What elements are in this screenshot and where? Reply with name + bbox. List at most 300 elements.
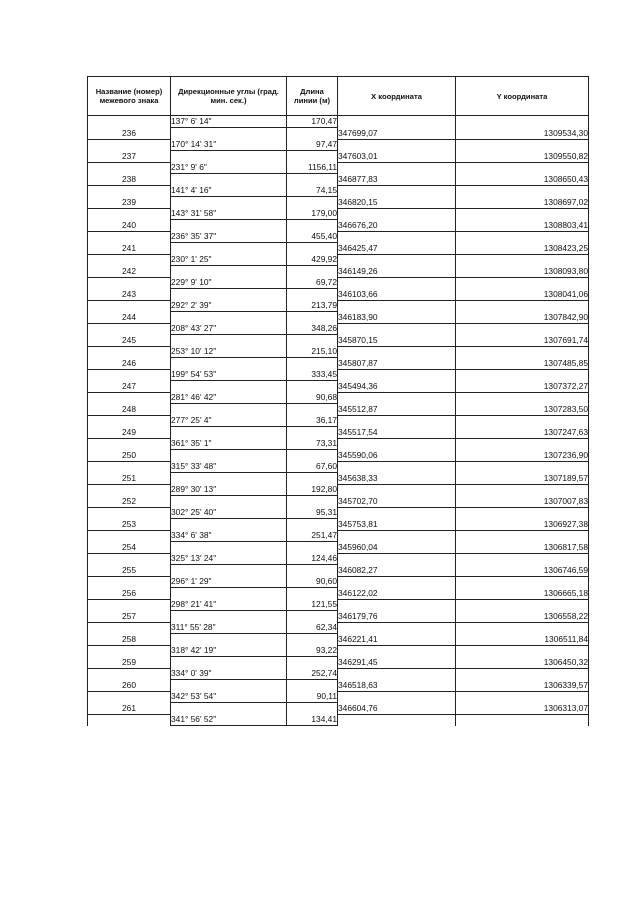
y-coordinate-cell: 1307236,90 <box>456 450 589 462</box>
y-cell <box>456 208 589 220</box>
y-coordinate-cell: 1307247,63 <box>456 427 589 439</box>
length-cell <box>287 657 338 669</box>
table-row <box>88 507 589 519</box>
name-cell <box>88 576 171 588</box>
x-coordinate-cell: 346221,41 <box>338 634 456 646</box>
y-coordinate-cell: 1308697,02 <box>456 197 589 209</box>
x-coordinate-cell: 345870,15 <box>338 335 456 347</box>
angle-cell <box>171 680 287 692</box>
length-cell <box>287 496 338 508</box>
name-cell <box>88 323 171 335</box>
y-coordinate-cell: 1309534,30 <box>456 128 589 140</box>
length-cell <box>287 473 338 485</box>
y-cell <box>456 139 589 151</box>
y-coordinate-cell: 1307372,27 <box>456 381 589 393</box>
x-coordinate-cell: 345807,87 <box>338 358 456 370</box>
angle-cell: 334° 6' 38" <box>171 530 287 542</box>
x-cell <box>338 162 456 174</box>
angle-cell <box>171 404 287 416</box>
y-coordinate-cell: 1307007,83 <box>456 496 589 508</box>
length-cell: 90,68 <box>287 392 338 404</box>
angle-cell <box>171 588 287 600</box>
name-cell <box>88 668 171 680</box>
angle-cell <box>171 565 287 577</box>
x-coordinate-cell: 345753,81 <box>338 519 456 531</box>
length-cell: 192,80 <box>287 484 338 496</box>
marker-name-cell: 261 <box>88 703 171 715</box>
table-row <box>88 450 589 462</box>
table-row <box>88 714 589 726</box>
y-cell <box>456 622 589 634</box>
length-cell: 73,31 <box>287 438 338 450</box>
table-row <box>88 461 589 473</box>
angle-cell: 292° 2' 39" <box>171 300 287 312</box>
x-cell <box>338 714 456 726</box>
x-coordinate-cell: 345702,70 <box>338 496 456 508</box>
y-cell <box>456 576 589 588</box>
length-cell <box>287 703 338 715</box>
x-coordinate-cell: 346604,76 <box>338 703 456 715</box>
y-coordinate-cell: 1307283,50 <box>456 404 589 416</box>
angle-cell <box>171 151 287 163</box>
length-cell <box>287 450 338 462</box>
length-cell: 215,10 <box>287 346 338 358</box>
y-cell <box>456 185 589 197</box>
y-coordinate-cell: 1306313,07 <box>456 703 589 715</box>
x-cell <box>338 553 456 565</box>
y-coordinate-cell: 1306746,59 <box>456 565 589 577</box>
length-cell <box>287 312 338 324</box>
length-cell: 333,45 <box>287 369 338 381</box>
name-cell <box>88 507 171 519</box>
marker-name-cell: 254 <box>88 542 171 554</box>
table-row <box>88 346 589 358</box>
name-cell <box>88 162 171 174</box>
marker-name-cell: 259 <box>88 657 171 669</box>
table-row <box>88 369 589 381</box>
length-cell: 90,11 <box>287 691 338 703</box>
table-row <box>88 335 589 347</box>
name-cell <box>88 277 171 289</box>
y-cell <box>456 162 589 174</box>
angle-cell <box>171 542 287 554</box>
y-cell <box>456 507 589 519</box>
y-cell <box>456 277 589 289</box>
angle-cell <box>171 174 287 186</box>
angle-cell: 170° 14' 31" <box>171 139 287 151</box>
x-cell <box>338 392 456 404</box>
header-direction-angle: Дирекционные углы (град. мин. сек.) <box>171 77 287 116</box>
angle-cell: 281° 46' 42" <box>171 392 287 404</box>
table-row <box>88 197 589 209</box>
table-row <box>88 473 589 485</box>
length-cell <box>287 358 338 370</box>
name-cell <box>88 530 171 542</box>
table-header-row <box>88 77 589 116</box>
x-cell <box>338 645 456 657</box>
x-cell <box>338 484 456 496</box>
marker-name-cell: 238 <box>88 174 171 186</box>
angle-cell: 236° 35' 37" <box>171 231 287 243</box>
name-cell <box>88 484 171 496</box>
angle-cell: 143° 31' 58" <box>171 208 287 220</box>
marker-name-cell: 257 <box>88 611 171 623</box>
name-cell <box>88 415 171 427</box>
y-coordinate-cell: 1308093,80 <box>456 266 589 278</box>
name-cell <box>88 622 171 634</box>
x-cell <box>338 185 456 197</box>
y-coordinate-cell: 1306558,22 <box>456 611 589 623</box>
table-row <box>88 404 589 416</box>
angle-cell <box>171 703 287 715</box>
table-row <box>88 645 589 657</box>
length-cell <box>287 565 338 577</box>
table-row <box>88 392 589 404</box>
table-row <box>88 680 589 692</box>
table-row <box>88 208 589 220</box>
marker-name-cell: 256 <box>88 588 171 600</box>
table-row <box>88 151 589 163</box>
length-cell: 251,47 <box>287 530 338 542</box>
angle-cell: 342° 53' 54" <box>171 691 287 703</box>
y-coordinate-cell: 1306817,58 <box>456 542 589 554</box>
length-cell: 69,72 <box>287 277 338 289</box>
length-cell: 124,46 <box>287 553 338 565</box>
table-row <box>88 300 589 312</box>
x-coordinate-cell: 345494,36 <box>338 381 456 393</box>
angle-cell: 315° 33' 48" <box>171 461 287 473</box>
x-cell <box>338 507 456 519</box>
y-coordinate-cell: 1308041,06 <box>456 289 589 301</box>
marker-name-cell: 248 <box>88 404 171 416</box>
x-coordinate-cell: 346082,27 <box>338 565 456 577</box>
name-cell <box>88 254 171 266</box>
header-line-length: Длина линии (м) <box>287 77 338 116</box>
length-cell <box>287 197 338 209</box>
angle-cell: 137° 6' 14" <box>171 116 287 128</box>
table-row <box>88 484 589 496</box>
x-coordinate-cell: 346291,45 <box>338 657 456 669</box>
marker-name-cell: 242 <box>88 266 171 278</box>
angle-cell <box>171 381 287 393</box>
name-cell <box>88 714 171 726</box>
length-cell <box>287 243 338 255</box>
x-cell <box>338 622 456 634</box>
header-x-coordinate: X координата <box>338 77 456 116</box>
length-cell <box>287 266 338 278</box>
header-y-coordinate: Y координата <box>456 77 589 116</box>
length-cell <box>287 404 338 416</box>
marker-name-cell: 245 <box>88 335 171 347</box>
length-cell <box>287 542 338 554</box>
name-cell <box>88 691 171 703</box>
y-cell <box>456 645 589 657</box>
table-row <box>88 277 589 289</box>
table-row <box>88 266 589 278</box>
x-cell <box>338 599 456 611</box>
table-row <box>88 381 589 393</box>
angle-cell <box>171 243 287 255</box>
x-cell <box>338 438 456 450</box>
y-cell <box>456 668 589 680</box>
angle-cell: 298° 21' 41" <box>171 599 287 611</box>
marker-name-cell: 236 <box>88 128 171 140</box>
angle-cell <box>171 427 287 439</box>
angle-cell: 341° 56' 52" <box>171 714 287 726</box>
x-coordinate-cell: 345638,33 <box>338 473 456 485</box>
name-cell <box>88 438 171 450</box>
angle-cell <box>171 289 287 301</box>
y-coordinate-cell: 1308650,43 <box>456 174 589 186</box>
length-cell: 95,31 <box>287 507 338 519</box>
x-cell <box>338 576 456 588</box>
table-row <box>88 231 589 243</box>
y-cell <box>456 415 589 427</box>
angle-cell: 289° 30' 13" <box>171 484 287 496</box>
table-row <box>88 128 589 140</box>
y-cell <box>456 714 589 726</box>
table-row <box>88 358 589 370</box>
length-cell <box>287 220 338 232</box>
table-row <box>88 691 589 703</box>
angle-cell: 230° 1' 25" <box>171 254 287 266</box>
y-cell <box>456 254 589 266</box>
table-row <box>88 599 589 611</box>
marker-name-cell: 255 <box>88 565 171 577</box>
y-cell <box>456 231 589 243</box>
name-cell <box>88 300 171 312</box>
marker-name-cell: 237 <box>88 151 171 163</box>
marker-name-cell: 260 <box>88 680 171 692</box>
table-row <box>88 668 589 680</box>
angle-cell <box>171 473 287 485</box>
y-coordinate-cell: 1308423,25 <box>456 243 589 255</box>
marker-name-cell: 239 <box>88 197 171 209</box>
angle-cell: 208° 43' 27" <box>171 323 287 335</box>
length-cell <box>287 634 338 646</box>
angle-cell: 302° 25' 40" <box>171 507 287 519</box>
angle-cell: 296° 1' 29" <box>171 576 287 588</box>
table-row <box>88 530 589 542</box>
table-row <box>88 427 589 439</box>
y-cell <box>456 691 589 703</box>
name-cell <box>88 231 171 243</box>
y-coordinate-cell: 1307485,85 <box>456 358 589 370</box>
table-row <box>88 496 589 508</box>
x-cell <box>338 530 456 542</box>
table-row <box>88 611 589 623</box>
length-cell: 1156,11 <box>287 162 338 174</box>
table-row <box>88 116 589 128</box>
angle-cell <box>171 128 287 140</box>
angle-cell: 277° 25' 4" <box>171 415 287 427</box>
length-cell: 348,26 <box>287 323 338 335</box>
x-coordinate-cell: 347699,07 <box>338 128 456 140</box>
y-coordinate-cell: 1307842,90 <box>456 312 589 324</box>
x-coordinate-cell: 346518,63 <box>338 680 456 692</box>
header-marker-name: Название (номер) межевого знака <box>88 77 171 116</box>
y-coordinate-cell: 1306665,18 <box>456 588 589 600</box>
length-cell <box>287 588 338 600</box>
marker-name-cell: 249 <box>88 427 171 439</box>
length-cell <box>287 174 338 186</box>
table-row <box>88 220 589 232</box>
angle-cell <box>171 220 287 232</box>
angle-cell <box>171 657 287 669</box>
length-cell: 455,40 <box>287 231 338 243</box>
y-cell <box>456 369 589 381</box>
marker-name-cell: 251 <box>88 473 171 485</box>
x-coordinate-cell: 346676,20 <box>338 220 456 232</box>
angle-cell: 229° 9' 10" <box>171 277 287 289</box>
y-cell <box>456 300 589 312</box>
length-cell: 74,15 <box>287 185 338 197</box>
x-coordinate-cell: 346425,47 <box>338 243 456 255</box>
length-cell: 93,22 <box>287 645 338 657</box>
x-cell <box>338 691 456 703</box>
x-cell <box>338 116 456 128</box>
y-cell <box>456 530 589 542</box>
table-row <box>88 703 589 715</box>
table-body <box>88 116 589 726</box>
name-cell <box>88 185 171 197</box>
marker-name-cell: 258 <box>88 634 171 646</box>
x-coordinate-cell: 345512,87 <box>338 404 456 416</box>
y-coordinate-cell: 1306450,32 <box>456 657 589 669</box>
table-row <box>88 323 589 335</box>
y-cell <box>456 599 589 611</box>
length-cell <box>287 128 338 140</box>
x-coordinate-cell: 346122,02 <box>338 588 456 600</box>
length-cell: 134,41 <box>287 714 338 726</box>
table-row <box>88 415 589 427</box>
boundary-coordinates-table <box>87 76 589 726</box>
marker-name-cell: 241 <box>88 243 171 255</box>
angle-cell: 318° 42' 19" <box>171 645 287 657</box>
angle-cell: 253° 10' 12" <box>171 346 287 358</box>
x-coordinate-cell: 346183,90 <box>338 312 456 324</box>
x-coordinate-cell: 346820,15 <box>338 197 456 209</box>
table-row <box>88 622 589 634</box>
x-coordinate-cell: 345517,54 <box>338 427 456 439</box>
angle-cell <box>171 450 287 462</box>
table-row <box>88 542 589 554</box>
length-cell: 62,34 <box>287 622 338 634</box>
length-cell: 97,47 <box>287 139 338 151</box>
y-cell <box>456 461 589 473</box>
x-coordinate-cell: 346179,76 <box>338 611 456 623</box>
y-coordinate-cell: 1307691,74 <box>456 335 589 347</box>
x-cell <box>338 231 456 243</box>
angle-cell <box>171 496 287 508</box>
angle-cell <box>171 197 287 209</box>
length-cell: 213,79 <box>287 300 338 312</box>
x-cell <box>338 346 456 358</box>
angle-cell: 311° 55' 28" <box>171 622 287 634</box>
x-cell <box>338 254 456 266</box>
name-cell <box>88 392 171 404</box>
length-cell: 36,17 <box>287 415 338 427</box>
y-coordinate-cell: 1307189,57 <box>456 473 589 485</box>
x-cell <box>338 208 456 220</box>
x-coordinate-cell: 346103,66 <box>338 289 456 301</box>
length-cell <box>287 519 338 531</box>
length-cell: 121,55 <box>287 599 338 611</box>
name-cell <box>88 645 171 657</box>
marker-name-cell: 240 <box>88 220 171 232</box>
marker-name-cell: 244 <box>88 312 171 324</box>
y-coordinate-cell: 1306927,38 <box>456 519 589 531</box>
table-row <box>88 634 589 646</box>
marker-name-cell: 253 <box>88 519 171 531</box>
x-coordinate-cell: 345960,04 <box>338 542 456 554</box>
name-cell <box>88 599 171 611</box>
y-cell <box>456 392 589 404</box>
length-cell <box>287 335 338 347</box>
name-cell <box>88 208 171 220</box>
marker-name-cell: 243 <box>88 289 171 301</box>
y-cell <box>456 484 589 496</box>
x-coordinate-cell: 347603,01 <box>338 151 456 163</box>
y-coordinate-cell: 1306339,57 <box>456 680 589 692</box>
length-cell <box>287 611 338 623</box>
length-cell: 170,47 <box>287 116 338 128</box>
table-row <box>88 254 589 266</box>
y-cell <box>456 346 589 358</box>
angle-cell <box>171 358 287 370</box>
length-cell: 252,74 <box>287 668 338 680</box>
y-coordinate-cell: 1309550,82 <box>456 151 589 163</box>
length-cell: 179,00 <box>287 208 338 220</box>
length-cell: 90,60 <box>287 576 338 588</box>
table-row <box>88 289 589 301</box>
table-row <box>88 576 589 588</box>
table-row <box>88 243 589 255</box>
x-cell <box>338 300 456 312</box>
name-cell <box>88 139 171 151</box>
table-row <box>88 438 589 450</box>
angle-cell: 231° 9' 6" <box>171 162 287 174</box>
x-coordinate-cell: 346149,26 <box>338 266 456 278</box>
table-row <box>88 185 589 197</box>
table-row <box>88 519 589 531</box>
marker-name-cell: 247 <box>88 381 171 393</box>
table-row <box>88 174 589 186</box>
angle-cell: 334° 0' 39" <box>171 668 287 680</box>
length-cell <box>287 680 338 692</box>
y-coordinate-cell: 1308803,41 <box>456 220 589 232</box>
marker-name-cell: 252 <box>88 496 171 508</box>
marker-name-cell: 246 <box>88 358 171 370</box>
y-coordinate-cell: 1306511,84 <box>456 634 589 646</box>
x-cell <box>338 415 456 427</box>
angle-cell: 361° 35' 1" <box>171 438 287 450</box>
x-cell <box>338 668 456 680</box>
y-cell <box>456 323 589 335</box>
x-cell <box>338 139 456 151</box>
y-cell <box>456 553 589 565</box>
x-cell <box>338 277 456 289</box>
name-cell <box>88 369 171 381</box>
marker-name-cell: 250 <box>88 450 171 462</box>
table-row <box>88 312 589 324</box>
angle-cell <box>171 335 287 347</box>
table-row <box>88 139 589 151</box>
table-row <box>88 553 589 565</box>
y-cell <box>456 438 589 450</box>
y-cell <box>456 116 589 128</box>
table-row <box>88 162 589 174</box>
